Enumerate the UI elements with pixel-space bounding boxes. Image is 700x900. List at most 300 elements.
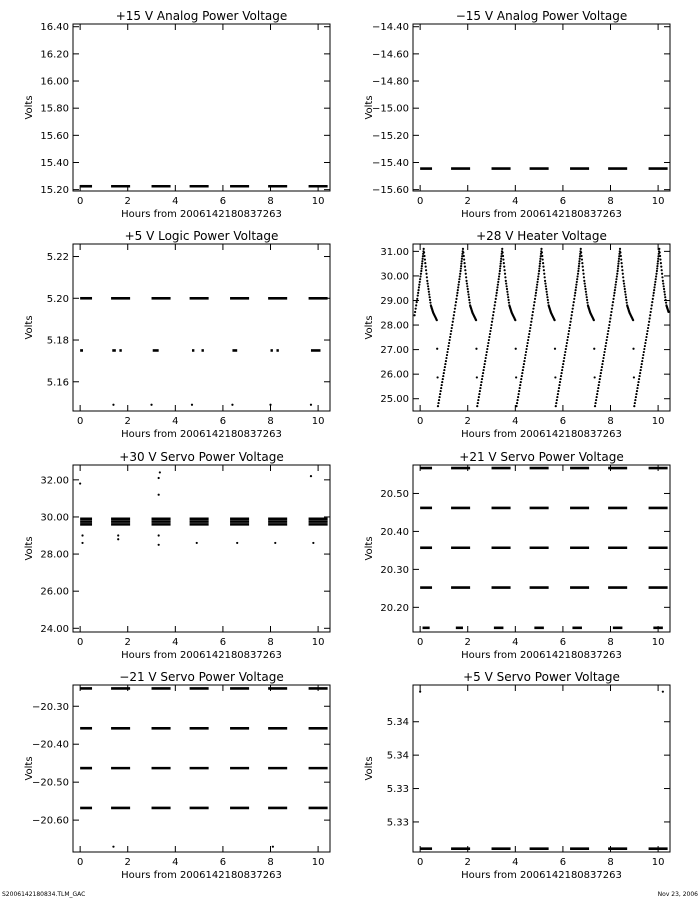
data-point — [611, 304, 613, 306]
data-point — [561, 369, 563, 371]
data-point — [535, 289, 537, 291]
data-point — [514, 319, 516, 321]
data-point — [621, 266, 623, 268]
data-point — [547, 302, 549, 304]
data-point — [515, 405, 517, 407]
x-tick-label: 2 — [464, 637, 471, 648]
data-point — [594, 405, 596, 407]
data-point — [558, 384, 560, 386]
data-point — [566, 342, 568, 344]
data-point — [423, 255, 425, 257]
data-point — [542, 262, 544, 264]
data-point — [632, 319, 634, 321]
data-point — [647, 327, 649, 329]
data-point — [622, 273, 624, 275]
data-point — [665, 302, 667, 304]
data-point — [461, 260, 463, 262]
x-tick-label: 4 — [512, 416, 519, 427]
x-axis-label: Hours from 2006142180837263 — [461, 870, 622, 881]
x-tick-label: 10 — [651, 196, 665, 207]
data-point — [613, 294, 615, 296]
data-point — [516, 402, 518, 404]
data-point — [444, 366, 446, 368]
data-point — [537, 275, 539, 277]
data-point — [635, 393, 637, 395]
data-point — [445, 360, 447, 362]
data-point — [426, 280, 428, 282]
data-point — [617, 263, 619, 265]
data-point — [502, 258, 504, 260]
data-point — [429, 302, 431, 304]
x-tick-label: 8 — [267, 416, 274, 427]
y-tick-label: 5.16 — [46, 377, 69, 389]
y-tick-label: 5.22 — [46, 252, 69, 264]
data-point — [596, 393, 598, 395]
data-point — [622, 276, 624, 278]
data-point — [493, 311, 495, 313]
data-point — [496, 292, 498, 294]
data-point — [520, 381, 522, 383]
data-point — [615, 281, 617, 283]
data-point — [620, 258, 622, 260]
data-point — [507, 296, 509, 298]
data-point — [546, 291, 548, 293]
data-point — [570, 317, 572, 319]
x-axis-label: Hours from 2006142180837263 — [121, 870, 282, 881]
data-point — [655, 278, 657, 280]
data-point — [664, 296, 666, 298]
data-point — [460, 265, 462, 267]
data-point — [601, 363, 603, 365]
data-point — [521, 375, 523, 377]
data-point — [569, 321, 571, 323]
data-point — [601, 366, 603, 368]
data-point — [442, 375, 444, 377]
data-point — [455, 298, 457, 300]
data-point — [501, 248, 503, 250]
data-point — [603, 351, 605, 353]
data-point — [527, 339, 529, 341]
data-point — [660, 262, 662, 264]
data-point — [578, 260, 580, 262]
data-point — [528, 333, 530, 335]
data-point — [574, 292, 576, 294]
data-point — [459, 275, 461, 277]
data-point — [576, 278, 578, 280]
data-point — [536, 281, 538, 283]
data-point — [488, 339, 490, 341]
y-tick-label: 16.00 — [40, 76, 69, 88]
data-point — [236, 542, 238, 544]
data-point — [448, 342, 450, 344]
y-tick-label: −14.40 — [371, 22, 409, 34]
data-point — [421, 260, 423, 262]
x-tick-label: 6 — [219, 637, 227, 648]
data-point — [577, 270, 579, 272]
data-point — [661, 269, 663, 271]
data-point — [475, 348, 477, 350]
data-point — [527, 342, 529, 344]
data-point — [611, 308, 613, 310]
data-point — [494, 304, 496, 306]
data-point — [564, 351, 566, 353]
data-point — [610, 311, 612, 313]
data-point — [644, 345, 646, 347]
x-axis-label: Hours from 2006142180837263 — [121, 650, 282, 661]
data-point — [584, 285, 586, 287]
data-point — [451, 324, 453, 326]
y-tick-label: 28.00 — [40, 549, 69, 561]
data-point — [441, 381, 443, 383]
x-tick-label: 10 — [311, 196, 325, 207]
data-point — [575, 284, 577, 286]
data-point — [416, 298, 418, 300]
data-point — [643, 351, 645, 353]
x-tick-label: 2 — [464, 416, 471, 427]
data-point — [576, 281, 578, 283]
data-point — [542, 266, 544, 268]
data-point — [476, 376, 478, 378]
chart-panel — [364, 670, 670, 881]
chart-panel — [24, 670, 330, 881]
data-point — [557, 393, 559, 395]
data-point — [647, 324, 649, 326]
data-point — [617, 265, 619, 267]
x-tick-label: 8 — [267, 857, 274, 868]
data-point — [584, 288, 586, 290]
data-point — [655, 275, 657, 277]
data-point — [452, 317, 454, 319]
data-point — [491, 317, 493, 319]
data-point — [518, 390, 520, 392]
chart-title: −15 V Analog Power Voltage — [455, 9, 628, 23]
plot-frame — [73, 24, 330, 191]
data-point — [566, 339, 568, 341]
data-point — [586, 296, 588, 298]
data-point — [637, 381, 639, 383]
data-point — [624, 288, 626, 290]
data-point — [539, 258, 541, 260]
data-point — [522, 366, 524, 368]
x-tick-label: 0 — [76, 196, 84, 207]
data-point — [464, 266, 466, 268]
data-point — [656, 265, 658, 267]
data-point — [667, 311, 669, 313]
chart-title: +30 V Servo Power Voltage — [119, 450, 284, 464]
data-point — [500, 260, 502, 262]
chart-title: +21 V Servo Power Voltage — [459, 450, 624, 464]
data-point — [525, 348, 527, 350]
data-point — [449, 339, 451, 341]
data-point — [533, 301, 535, 303]
data-point — [445, 357, 447, 359]
data-point — [593, 348, 595, 350]
data-point — [554, 348, 556, 350]
data-point — [476, 405, 478, 407]
data-point — [554, 376, 556, 378]
data-point — [582, 266, 584, 268]
data-point — [538, 273, 540, 275]
data-point — [457, 286, 459, 288]
data-point — [506, 288, 508, 290]
data-point — [497, 281, 499, 283]
y-tick-label: −14.80 — [371, 76, 409, 88]
data-point — [453, 311, 455, 313]
data-point — [429, 299, 431, 301]
data-point — [555, 402, 557, 404]
data-point — [657, 263, 659, 265]
y-tick-label: 15.60 — [40, 130, 69, 142]
data-point — [426, 276, 428, 278]
data-point — [577, 273, 579, 275]
data-point — [467, 291, 469, 293]
data-point — [524, 357, 526, 359]
data-point — [574, 294, 576, 296]
data-point — [638, 375, 640, 377]
data-point — [461, 258, 463, 260]
data-point — [568, 330, 570, 332]
data-point — [508, 302, 510, 304]
data-point — [460, 263, 462, 265]
data-point — [500, 258, 502, 260]
data-point — [597, 387, 599, 389]
y-axis-label: Volts — [24, 756, 35, 781]
data-point — [417, 292, 419, 294]
y-tick-label: 29.00 — [380, 295, 409, 307]
data-point — [608, 327, 610, 329]
data-point — [625, 299, 627, 301]
chart-title: +28 V Heater Voltage — [476, 229, 607, 243]
data-point — [484, 360, 486, 362]
y-tick-label: −15.20 — [371, 130, 409, 142]
data-point — [559, 378, 561, 380]
data-point — [537, 278, 539, 280]
data-point — [582, 273, 584, 275]
data-point — [421, 263, 423, 265]
data-point — [653, 292, 655, 294]
x-tick-label: 6 — [219, 196, 227, 207]
data-point — [419, 281, 421, 283]
data-point — [597, 390, 599, 392]
data-point — [602, 357, 604, 359]
y-tick-label: 15.80 — [40, 103, 69, 115]
data-point — [653, 289, 655, 291]
data-point — [504, 276, 506, 278]
data-point — [656, 270, 658, 272]
data-point — [544, 282, 546, 284]
data-point — [496, 286, 498, 288]
x-tick-label: 6 — [559, 637, 567, 648]
data-point — [490, 324, 492, 326]
data-point — [468, 299, 470, 301]
data-point — [615, 278, 617, 280]
data-point — [650, 308, 652, 310]
data-point — [528, 336, 530, 338]
data-point — [578, 267, 580, 269]
data-point — [633, 376, 635, 378]
data-point — [609, 321, 611, 323]
data-point — [634, 402, 636, 404]
data-point — [560, 372, 562, 374]
data-point — [440, 387, 442, 389]
data-point — [562, 366, 564, 368]
data-point — [465, 276, 467, 278]
data-point — [458, 278, 460, 280]
data-point — [463, 262, 465, 264]
data-point — [81, 534, 83, 536]
data-point — [649, 317, 651, 319]
data-point — [579, 258, 581, 260]
data-point — [498, 275, 500, 277]
data-point — [428, 293, 430, 295]
data-point — [498, 278, 500, 280]
data-point — [502, 251, 504, 253]
data-point — [427, 288, 429, 290]
data-point — [417, 289, 419, 291]
data-point — [535, 292, 537, 294]
data-point — [640, 369, 642, 371]
data-point — [274, 542, 276, 544]
data-point — [454, 304, 456, 306]
data-point — [312, 542, 314, 544]
data-point — [617, 267, 619, 269]
data-point — [637, 384, 639, 386]
data-point — [488, 336, 490, 338]
data-point — [503, 266, 505, 268]
data-point — [546, 296, 548, 298]
data-point — [623, 282, 625, 284]
data-point — [481, 378, 483, 380]
data-point — [536, 284, 538, 286]
data-point — [586, 302, 588, 304]
data-point — [547, 299, 549, 301]
data-point — [499, 270, 501, 272]
data-point — [568, 327, 570, 329]
data-point — [539, 260, 541, 262]
data-point — [567, 336, 569, 338]
x-tick-label: 0 — [416, 857, 424, 868]
data-point — [150, 404, 152, 406]
y-tick-label: 30.00 — [40, 512, 69, 524]
data-point — [621, 269, 623, 271]
data-point — [191, 404, 193, 406]
data-point — [516, 399, 518, 401]
data-point — [529, 327, 531, 329]
data-point — [563, 357, 565, 359]
y-axis-label: Volts — [364, 756, 375, 781]
chart-panel — [24, 450, 330, 661]
data-point — [563, 360, 565, 362]
x-tick-label: 10 — [651, 416, 665, 427]
data-point — [422, 258, 424, 260]
data-point — [464, 269, 466, 271]
y-tick-label: −14.60 — [371, 49, 409, 61]
data-point — [499, 267, 501, 269]
data-point — [450, 333, 452, 335]
x-tick-label: 2 — [464, 196, 471, 207]
data-point — [641, 363, 643, 365]
y-tick-label: 20.20 — [380, 602, 409, 614]
data-point — [495, 298, 497, 300]
data-point — [581, 262, 583, 264]
data-point — [479, 390, 481, 392]
data-point — [467, 293, 469, 295]
chart-panel — [364, 9, 670, 220]
data-point — [158, 494, 160, 496]
data-point — [454, 308, 456, 310]
x-tick-label: 4 — [512, 196, 519, 207]
data-point — [644, 342, 646, 344]
data-point — [659, 258, 661, 260]
y-tick-label: −15.60 — [371, 185, 409, 197]
y-axis-label: Volts — [364, 95, 375, 120]
data-point — [659, 251, 661, 253]
data-point — [618, 260, 620, 262]
data-point — [451, 327, 453, 329]
data-point — [436, 348, 438, 350]
x-tick-label: 6 — [559, 857, 567, 868]
data-point — [523, 363, 525, 365]
data-point — [646, 333, 648, 335]
data-point — [482, 372, 484, 374]
data-point — [81, 542, 83, 544]
data-point — [651, 301, 653, 303]
data-point — [567, 333, 569, 335]
data-point — [545, 288, 547, 290]
data-point — [504, 273, 506, 275]
data-point — [616, 273, 618, 275]
data-point — [562, 363, 564, 365]
data-point — [539, 265, 541, 267]
data-point — [475, 319, 477, 321]
data-point — [585, 293, 587, 295]
data-point — [608, 324, 610, 326]
data-point — [490, 327, 492, 329]
data-point — [418, 284, 420, 286]
x-axis-label: Hours from 2006142180837263 — [461, 429, 622, 440]
data-point — [655, 273, 657, 275]
data-point — [421, 265, 423, 267]
x-tick-label: 0 — [76, 637, 84, 648]
x-tick-label: 2 — [124, 196, 131, 207]
plot-frame — [413, 685, 670, 852]
data-point — [462, 251, 464, 253]
data-point — [663, 291, 665, 293]
data-point — [478, 396, 480, 398]
data-point — [565, 348, 567, 350]
chart-title: +15 V Analog Power Voltage — [115, 9, 288, 23]
data-point — [423, 248, 425, 250]
data-point — [477, 399, 479, 401]
data-point — [491, 321, 493, 323]
data-point — [425, 266, 427, 268]
data-point — [420, 270, 422, 272]
data-point — [657, 260, 659, 262]
data-point — [542, 258, 544, 260]
data-point — [559, 381, 561, 383]
y-axis-label: Volts — [364, 315, 375, 340]
data-point — [662, 280, 664, 282]
data-point — [413, 314, 415, 316]
data-point — [231, 404, 233, 406]
x-tick-label: 4 — [512, 637, 519, 648]
plot-frame — [73, 244, 330, 411]
data-point — [541, 255, 543, 257]
data-point — [641, 360, 643, 362]
y-axis-label: Volts — [24, 315, 35, 340]
data-point — [660, 266, 662, 268]
data-point — [661, 273, 663, 275]
